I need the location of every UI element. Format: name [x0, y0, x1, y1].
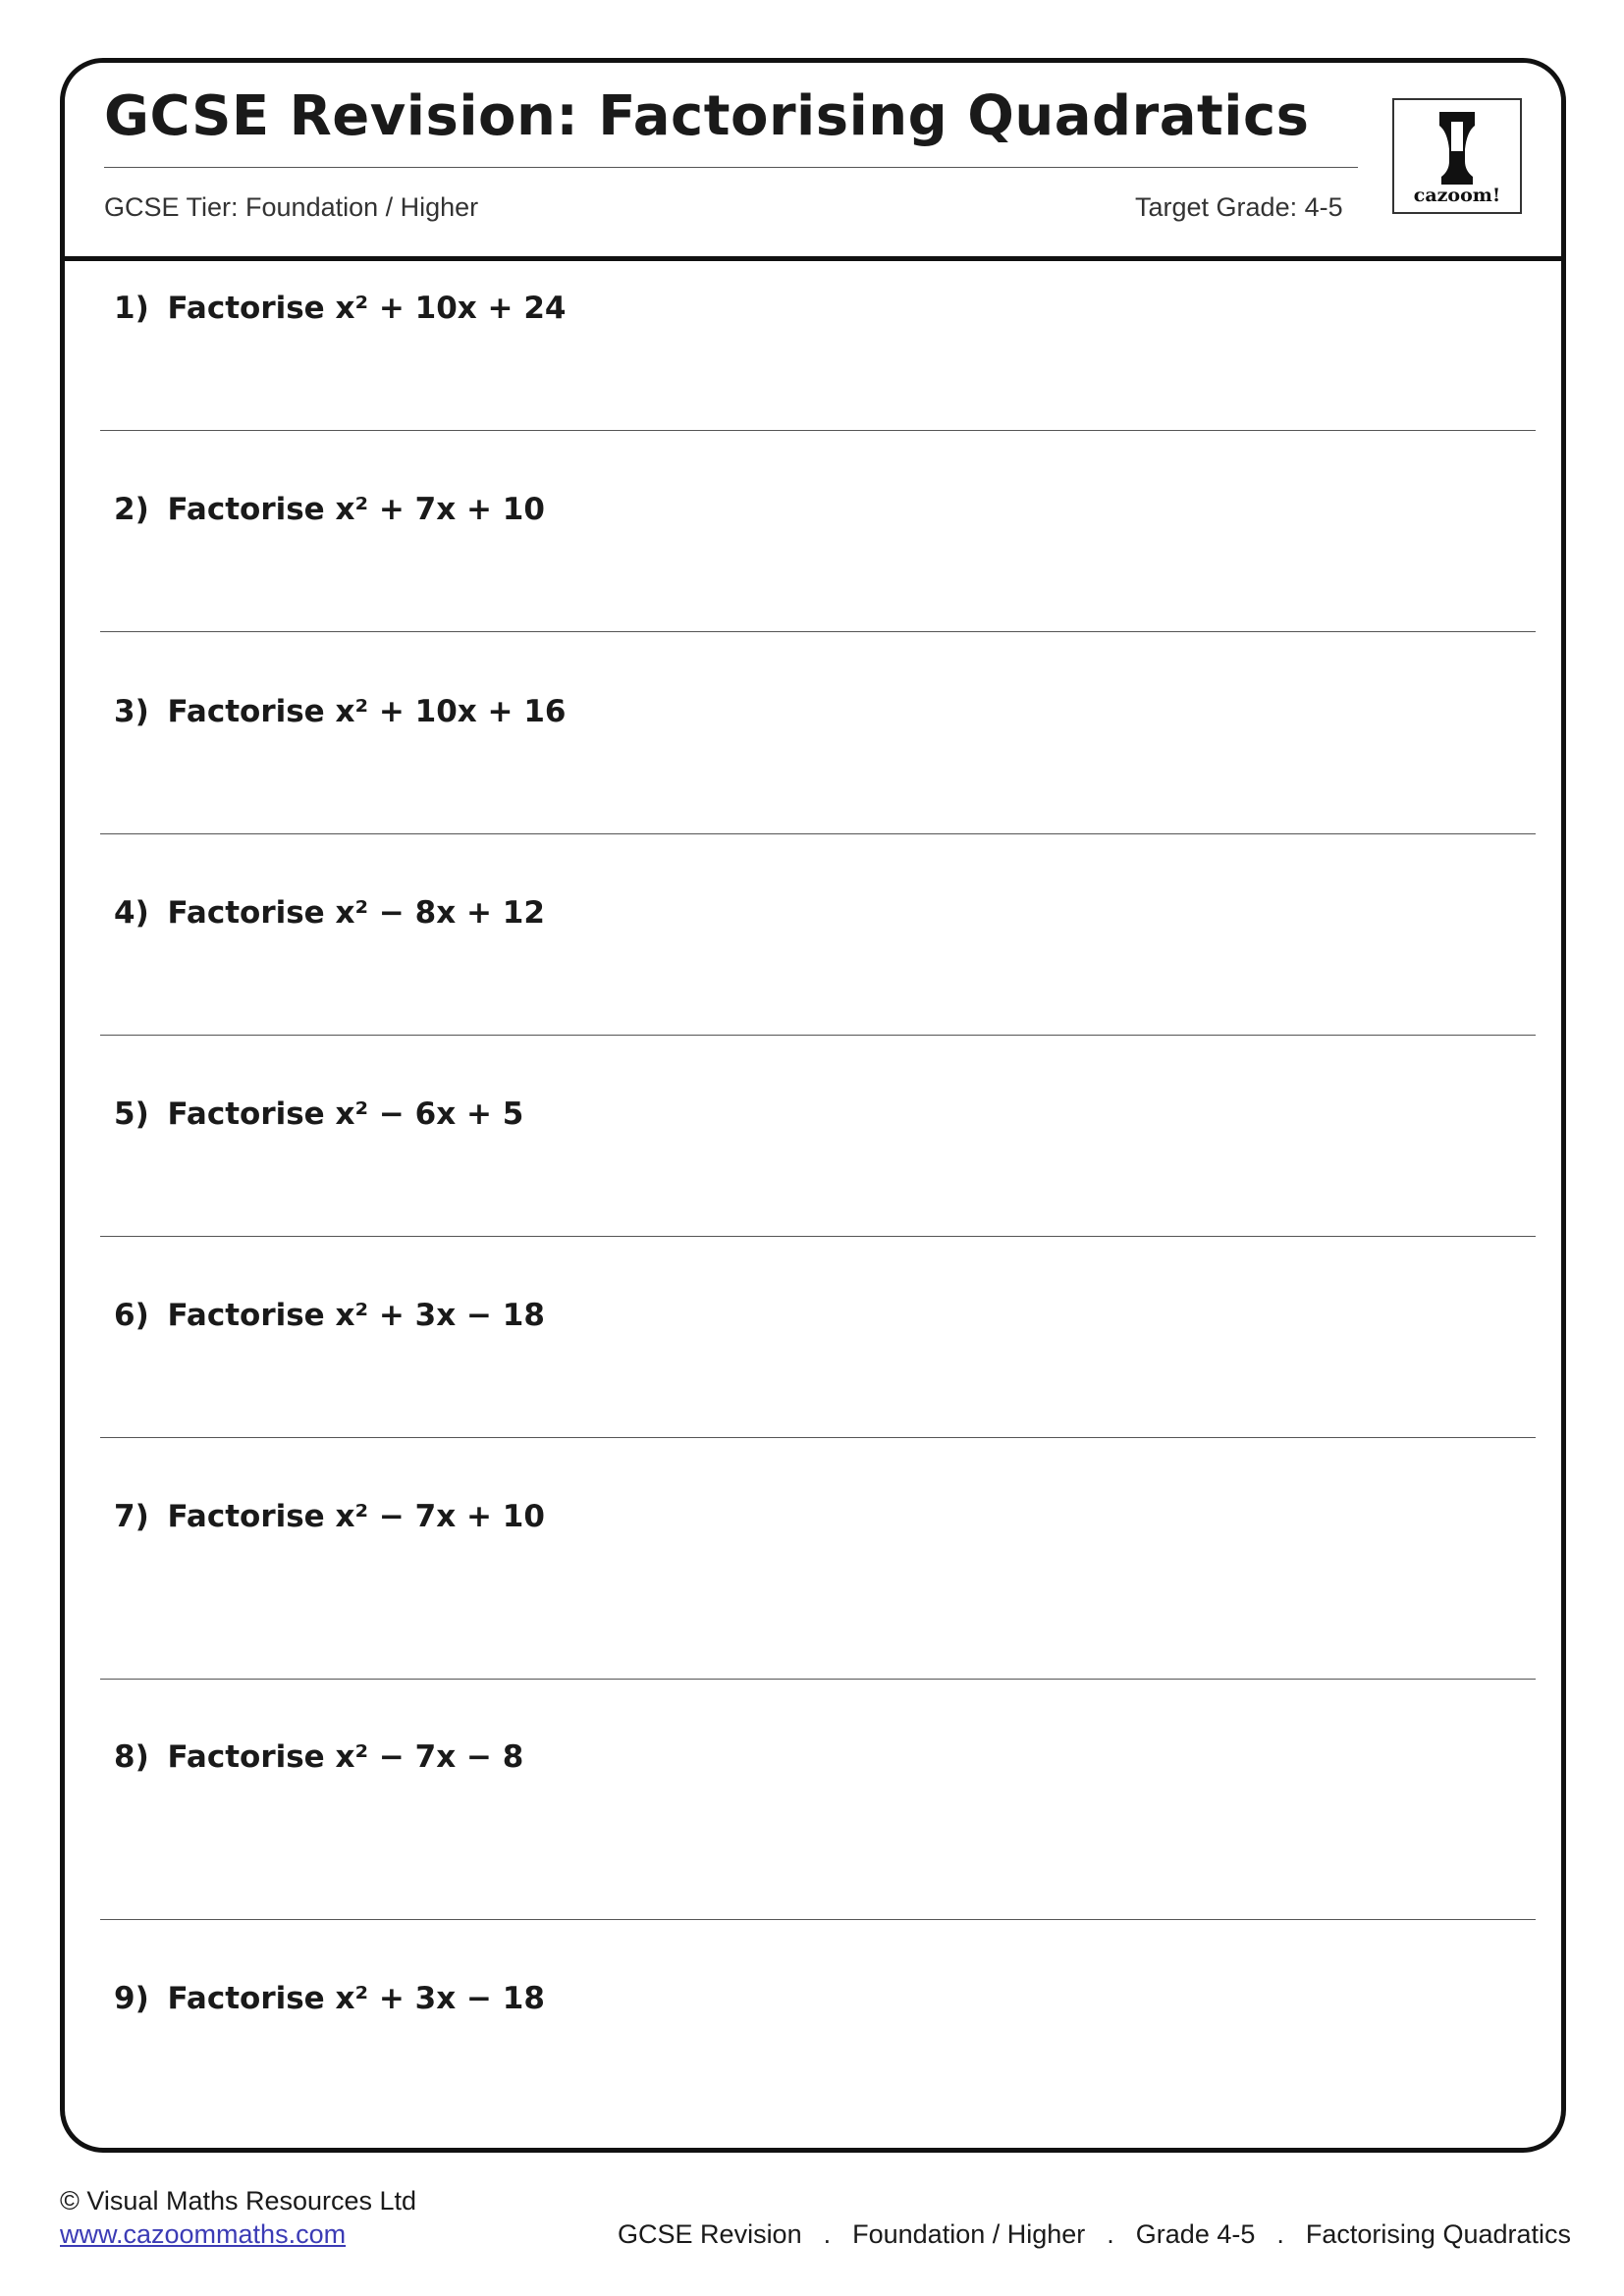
footer-item-revision: GCSE Revision — [618, 2219, 802, 2249]
answer-divider — [100, 631, 1536, 632]
question-number: 7) — [114, 1499, 149, 1534]
worksheet-header — [65, 63, 1561, 261]
footer-item-grade: Grade 4-5 — [1135, 2219, 1256, 2249]
answer-divider — [100, 1437, 1536, 1438]
question-text: Factorise x² + 7x + 10 — [167, 492, 545, 527]
question-8 — [114, 1739, 523, 1775]
question-text: Factorise x² + 3x − 18 — [167, 1298, 545, 1333]
tier-label: GCSE Tier: Foundation / Higher — [104, 192, 479, 222]
footer-item-tier: Foundation / Higher — [852, 2219, 1086, 2249]
question-7 — [114, 1499, 545, 1534]
question-number: 5) — [114, 1096, 149, 1132]
question-2 — [114, 492, 545, 527]
question-text: Factorise x² + 3x − 18 — [167, 1981, 545, 2016]
answer-divider — [100, 1236, 1536, 1237]
footer-breadcrumb — [618, 2219, 1571, 2250]
question-text: Factorise x² + 10x + 24 — [167, 291, 567, 326]
answer-divider — [100, 833, 1536, 834]
target-grade-label: Target Grade: 4-5 — [1135, 192, 1343, 222]
answer-divider — [100, 430, 1536, 431]
question-text: Factorise x² + 10x + 16 — [167, 694, 567, 729]
question-text: Factorise x² − 7x − 8 — [167, 1739, 524, 1775]
question-number: 3) — [114, 694, 149, 729]
worksheet-frame — [60, 58, 1566, 2153]
question-9 — [114, 1981, 545, 2016]
footer-separator: . — [823, 2219, 832, 2249]
footer-copyright: © Visual Maths Resources Ltd — [60, 2186, 417, 2216]
question-3 — [114, 694, 566, 729]
question-number: 4) — [114, 895, 149, 931]
question-text: Factorise x² − 7x + 10 — [167, 1499, 545, 1534]
question-text: Factorise x² − 6x + 5 — [167, 1096, 524, 1132]
answer-divider — [100, 1035, 1536, 1036]
question-number: 6) — [114, 1298, 149, 1333]
footer-separator: . — [1107, 2219, 1114, 2249]
question-4 — [114, 895, 545, 931]
answer-divider — [100, 1679, 1536, 1680]
footer-separator: . — [1276, 2219, 1284, 2249]
question-number: 1) — [114, 291, 149, 326]
answer-divider — [100, 1919, 1536, 1920]
footer-website-link[interactable]: www.cazoommaths.com — [60, 2219, 347, 2249]
cazoom-logo — [1392, 98, 1522, 214]
page-title: GCSE Revision: Factorising Quadratics — [104, 84, 1310, 148]
logo-wordmark: cazoom! — [1413, 185, 1501, 206]
footer-item-topic: Factorising Quadratics — [1305, 2219, 1571, 2249]
question-5 — [114, 1096, 523, 1132]
question-6 — [114, 1298, 545, 1333]
question-1 — [114, 291, 566, 326]
question-text: Factorise x² − 8x + 12 — [167, 895, 545, 931]
question-number: 2) — [114, 492, 149, 527]
question-number: 8) — [114, 1739, 149, 1775]
title-divider — [104, 167, 1358, 168]
question-number: 9) — [114, 1981, 149, 2016]
